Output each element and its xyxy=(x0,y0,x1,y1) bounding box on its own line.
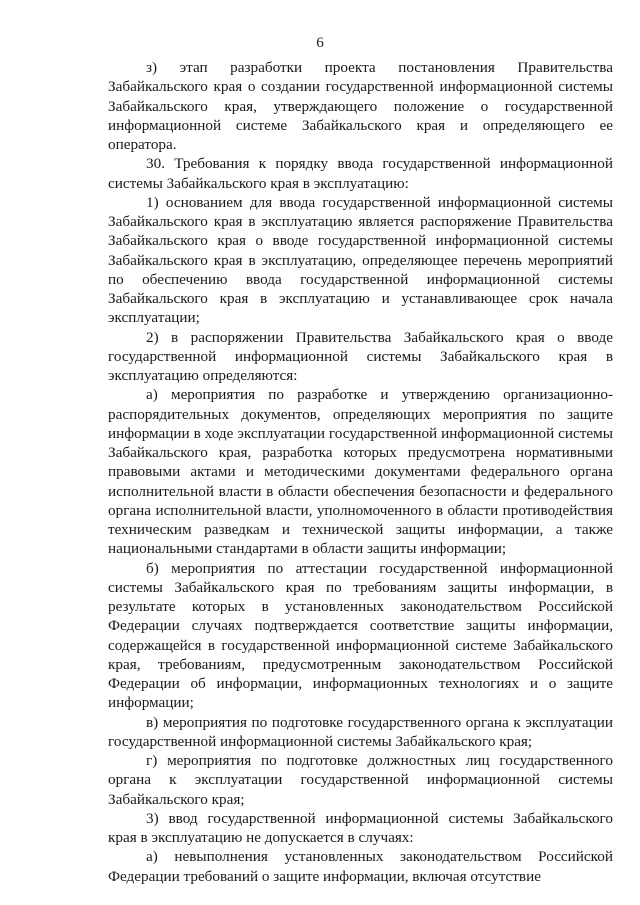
page-number: 6 xyxy=(316,35,324,51)
paragraph-30-commissioning-requirements: 30. Требования к порядку ввода государственной информационной системы Забайкальского края в эксплуатацию: xyxy=(108,155,613,192)
paragraph-v-agency-preparation: в) мероприятия по подготовке государственного органа к эксплуатации государственной информационной системы Забайкальского края; xyxy=(108,713,613,750)
paragraph-g-staff-preparation: г) мероприятия по подготовке должностных лиц государственного органа к эксплуатации государственной информационной системы Забайкальского края; xyxy=(108,752,613,808)
document-body xyxy=(108,58,613,886)
paragraph-a-organizational-documents: а) мероприятия по разработке и утверждению организационно-распорядительных документов, определяющих мероприятия по защите информации в ходе эксплуатации государственной информационной системы Забайкальского края, разработка которых предусмотрена нормативными правовыми актами и методическими документами федерального органа исполнительной власти в области обеспечения безопасности и федерального органа исполнительной власти, уполномоченного в области противодействия техническим разведкам и технической защиты информации, а также национальными стандартами в области защиты информации; xyxy=(108,386,613,558)
paragraph-z-drafting-stage: з) этап разработки проекта постановления Правительства Забайкальского края о создании государственной информационной системы Забайкальского края, утверждающего положение о государственной информационной системе Забайкальского края и определяющего ее оператора. xyxy=(108,59,613,153)
paragraph-3-commissioning-prohibited: 3) ввод государственной информационной системы Забайкальского края в эксплуатацию не допускается в случаях: xyxy=(108,809,613,846)
paragraph-2-order-contents: 2) в распоряжении Правительства Забайкальского края о вводе государственной информационной системы Забайкальского края в эксплуатацию определяются: xyxy=(108,328,613,384)
paragraph-1-commissioning-basis: 1) основанием для ввода государственной информационной системы Забайкальского края в эксплуатацию является распоряжение Правительства Забайкальского края о вводе государственной информационной системы Забайкальского края в эксплуатацию, определяющее перечень мероприятий по обеспечению ввода государственной информационной системы Забайкальского края в эксплуатацию и устанавливающее срок начала эксплуатации; xyxy=(108,193,613,327)
paragraph-a-non-compliance: а) невыполнения установленных законодательством Российской Федерации требований о защите информации, включая отсутствие xyxy=(108,848,613,885)
paragraph-b-attestation: б) мероприятия по аттестации государственной информационной системы Забайкальского края по требованиям защиты информации, в результате которых в установленных законодательством Российской Федерации случаях подтверждается соответствие защиты информации, содержащейся в государственной информационной системе Забайкальского края, требованиям, предусмотренным законодательством Российской Федерации об информации, информационных технологиях и о защите информации; xyxy=(108,559,613,712)
